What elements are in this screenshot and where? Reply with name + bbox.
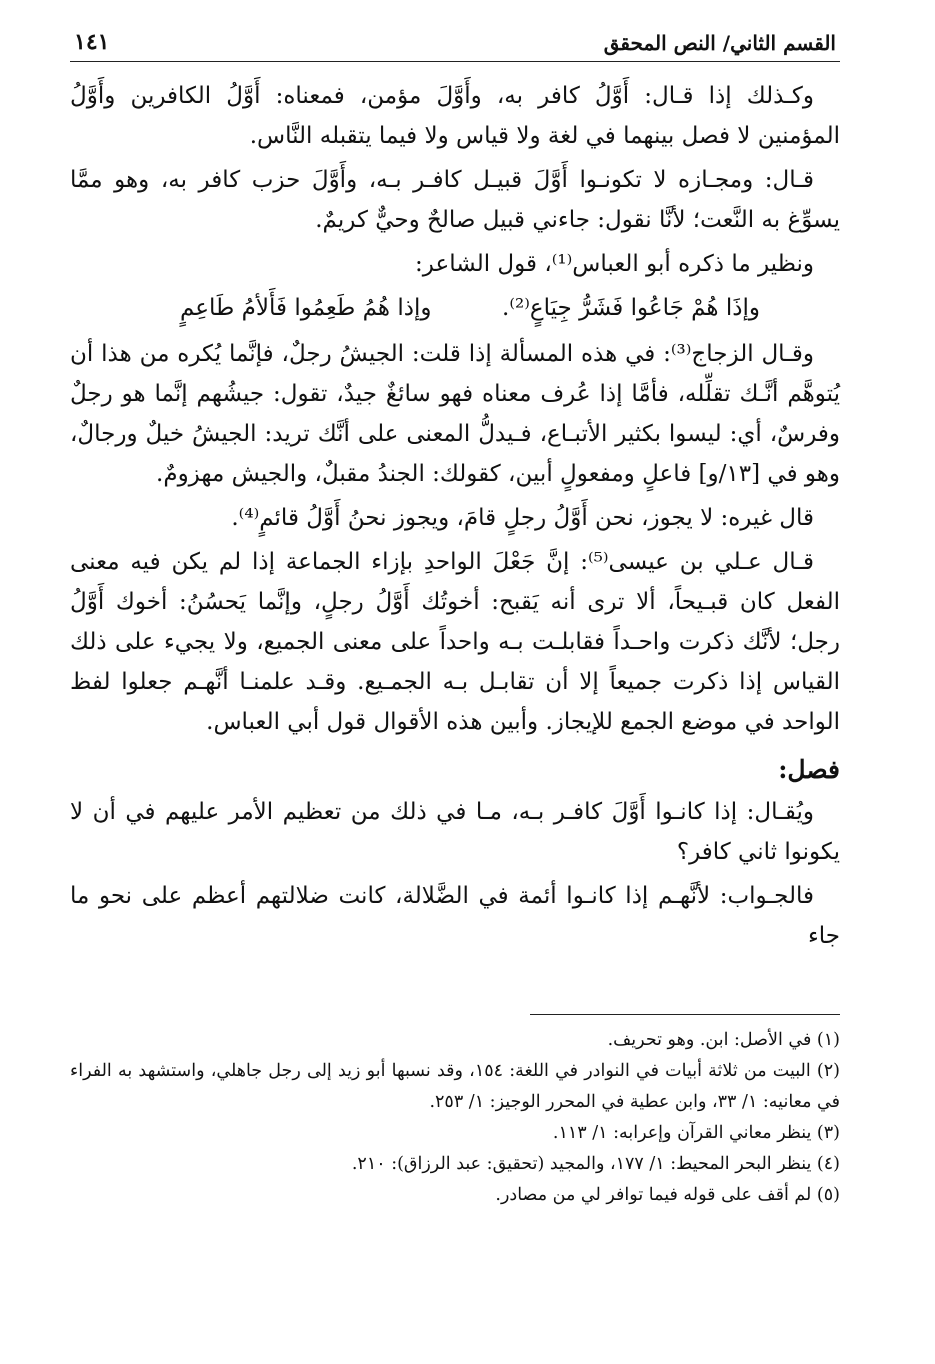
footnote: (٤) ينظر البحر المحيط: ١/ ١٧٧، والمجيد (تحقيق: عبد الرزاق): ٢١٠. [351, 1154, 840, 1174]
verse-hemistich-first: وإذَا هُمْ جَاعُوا فَشَرُّ جِيَاعٍ⁽²⁾. [502, 295, 760, 321]
paragraph: قـال عـلي بن عيسى⁽⁵⁾: إنَّ جَعْلَ الواحدِ بإزاء الجماعة إذا لم يكن فيه معنى الفعل كان قبـيحاً، ألا ترى أنه يَقبح: أخوتُك أَوَّلُ رجلٍ، وإنَّما يَحسُنُ: أخوك أَوَّلُ رجل؛ لأنَّك ذكرت واحـداً فقابلـت بـه واحداً على معنى الجميع، ولا يجيء على ذلك القياس إذا ذكرت جميعاً إلا أن تقابـل بـه الجمـيع. وقـد علمنـا أنَّهـم جعلوا لفظ الواحد في موضع الجمع للإيجاز. وأبين هذه الأقوال قول أبي العباس. [70, 549, 840, 735]
paragraph: فالجـواب: لأنَّهـم إذا كانـوا أئمة في الضَّلالة، كانت ضلالتهم أعظم على نحو ما جاء [70, 883, 840, 949]
verse-hemistich-second: وإذا هُمُ طَعِمُوا فَأَلأمُ طَاعِمٍ [180, 295, 432, 321]
page-header [70, 22, 840, 62]
running-title: القسم الثاني/ النص المحقق [603, 31, 836, 55]
footnote: (١) في الأصل: ابن. وهو تحريف. [607, 1030, 840, 1050]
page-number: ١٤١ [74, 29, 110, 55]
section-heading: فصل: [778, 755, 840, 784]
footnote: (٢) البيت من ثلاثة أبيات في النوادر في اللغة: ١٥٤، وقد نسبها أبو زيد إلى رجل جاهلي، واستشهد به الفراء في معانيه: ١/ ٣٣، وابن عطية في المحرر الوجيز: ١/ ٢٥٣. [70, 1061, 840, 1112]
poetry-verse [70, 286, 840, 330]
paragraph: وكـذلك إذا قـال: أَوَّلُ كافر به، وأَوَّلَ مؤمن، فمعناه: أَوَّلُ الكافرين وأَوَّلُ المؤمنين لا فصل بينهما في لغة ولا قياس ولا فيما يتقبله النَّاس. [70, 83, 840, 149]
main-text [70, 76, 840, 956]
footnote: (٣) ينظر معاني القرآن وإعرابه: ١/ ١١٣. [552, 1123, 840, 1143]
paragraph: ونظير ما ذكره أبو العباس⁽¹⁾، قول الشاعر: [415, 251, 814, 277]
paragraph: ويُقـال: إذا كانـوا أَوَّلَ كافـر بـه، مـا في ذلك من تعظيم الأمر عليهم في أن لا يكونوا ثاني كافر؟ [70, 799, 840, 865]
paragraph: قال غيره: لا يجوز، نحن أَوَّلُ رجلٍ قامَ، ويجوز نحنُ أَوَّلُ قائمٍ⁽⁴⁾. [231, 505, 814, 531]
paragraph: قـال: ومجـازه لا تكونـوا أَوَّلَ قبيـل كافـر بـه، وأَوَّلَ حزب كافر به، وهو ممَّا يسوِّغ به النَّعت؛ لأنَّا نقول: جاءني قبيل صالحٌ وحيٌّ كريمٌ. [70, 167, 840, 233]
footnote-separator [530, 1014, 840, 1015]
footnotes [70, 1025, 840, 1211]
footnote: (٥) لم أقف على قوله فيما توافر لي من مصادر. [495, 1185, 840, 1205]
book-page [70, 22, 840, 1211]
paragraph: وقـال الزجاج⁽³⁾: في هذه المسألة إذا قلت: الجيشُ رجلٌ، فإنَّما يُكره من هذا أن يُتوهَّم أنَّـك تقلِّله، فأمَّا إذا عُرف معناه فهو سائغٌ جيدٌ، تقول: جيشُهم إنَّما هو رجلٌ وفرسٌ، أي: ليسوا بكثير الأتبـاع، فـيدلُّ المعنى على أنَّك تريد: الجيشُ خيلٌ ورجالٌ، وهو في [١٣/و] فاعلٍ ومفعولٍ أبين، كقولك: الجندُ مقبلٌ، والجيش مهزومٌ. [70, 341, 840, 487]
